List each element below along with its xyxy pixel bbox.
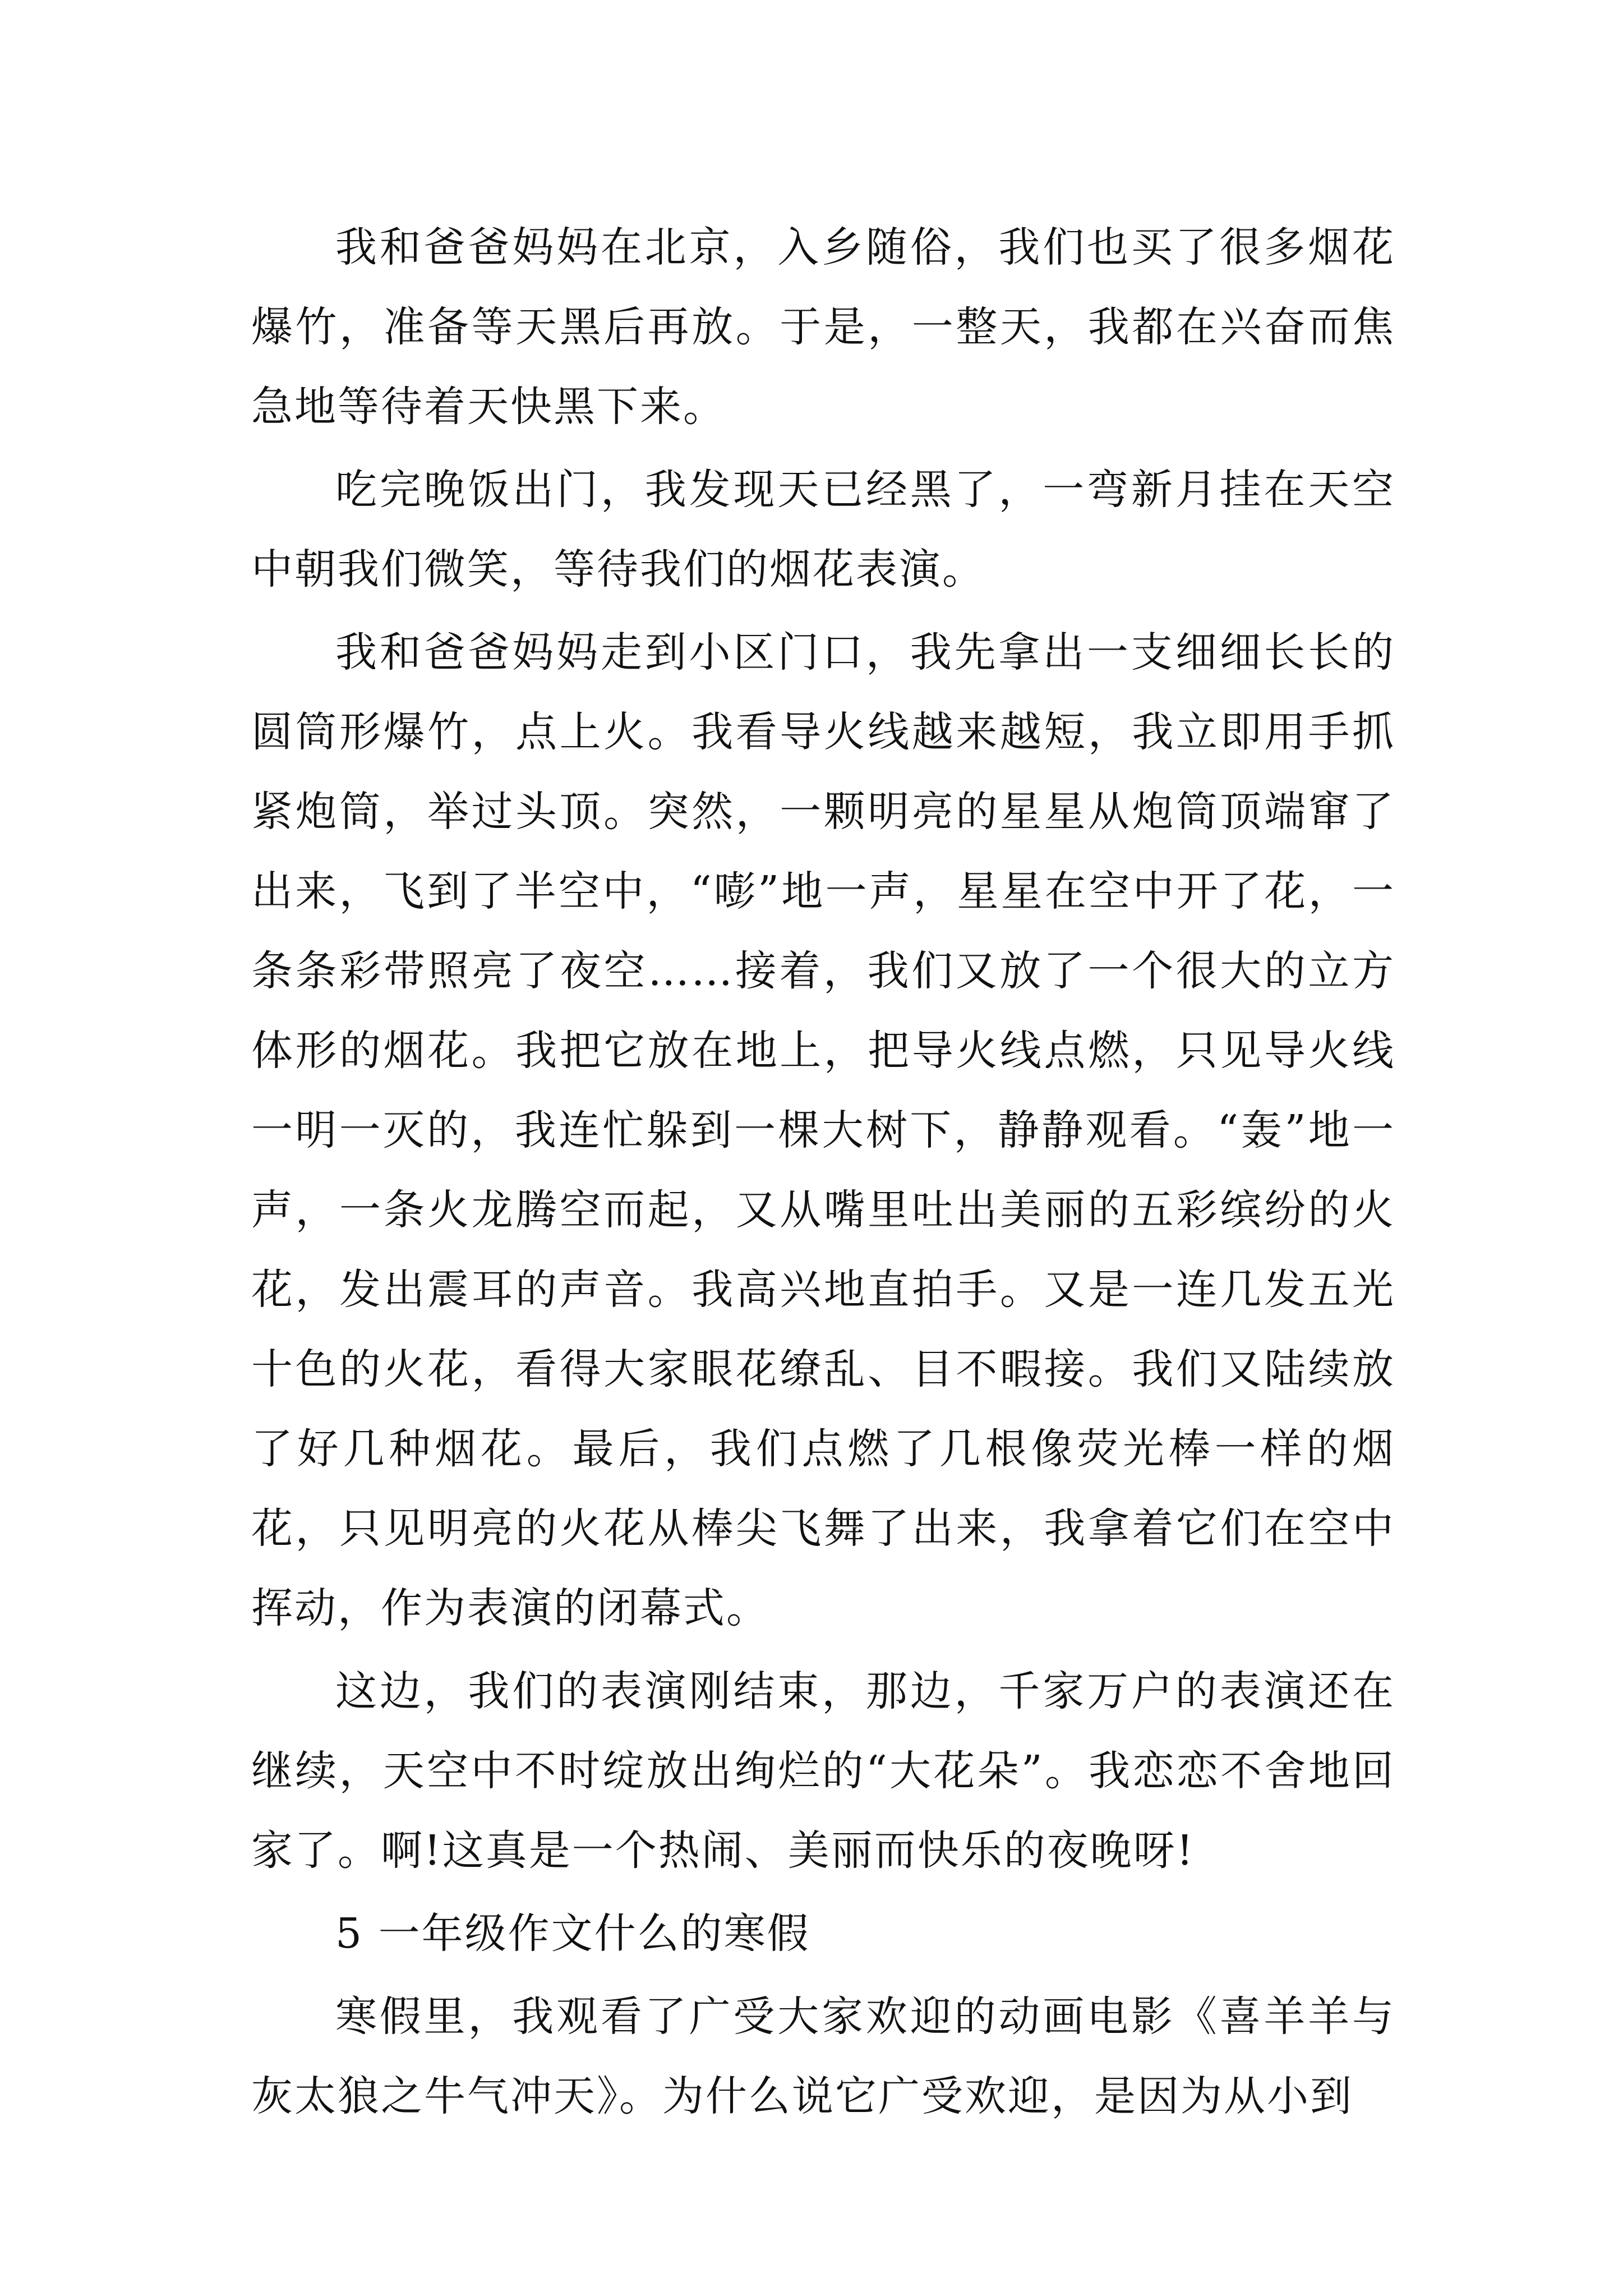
paragraph-beijing-fireworks: 我和爸爸妈妈在北京，入乡随俗，我们也买了很多烟花爆竹，准备等天黑后再放。于是，一整天，我都在兴奋而焦急地等待着天快黑下来。 (251, 223, 1395, 431)
paragraph-winter-vacation-movie: 寒假里，我观看了广受大家欢迎的动画电影《喜羊羊与灰太狼之牛气冲天》。为什么说它广受欢迎，是因为从小到 (251, 1993, 1395, 2120)
paragraph-after-dinner: 吃完晚饭出门，我发现天已经黑了，一弯新月挂在天空中朝我们微笑，等待我们的烟花表演。 (251, 466, 1395, 593)
section-heading: 5 一年级作文什么的寒假 (335, 1910, 810, 1958)
paragraph-going-home: 这边，我们的表演刚结束，那边，千家万户的表演还在继续，天空中不时绽放出绚烂的“大花朵”。我恋恋不舍地回家了。啊!这真是一个热闹、美丽而快乐的夜晚呀! (251, 1667, 1395, 1875)
body-text (251, 208, 1395, 2136)
paragraph-setting-off-fireworks: 我和爸爸妈妈走到小区门口，我先拿出一支细细长长的圆筒形爆竹，点上火。我看导火线越来越短，我立即用手抓紧炮筒，举过头顶。突然，一颗明亮的星星从炮筒顶端窜了出来，飞到了半空中，“嘭”地一声，星星在空中开了花，一条条彩带照亮了夜空……接着，我们又放了一个很大的立方体形的烟花。我把它放在地上，把导火线点燃，只见导火线一明一灭的，我连忙躲到一棵大树下，静静观看。“轰”地一声，一条火龙腾空而起，又从嘴里吐出美丽的五彩缤纷的火花，发出震耳的声音。我高兴地直拍手。又是一连几发五光十色的火花，看得大家眼花缭乱、目不暇接。我们又陆续放了好几种烟花。最后，我们点燃了几根像荧光棒一样的烟花，只见明亮的火花从棒尖飞舞了出来，我拿着它们在空中挥动，作为表演的闭幕式。 (251, 628, 1395, 1632)
